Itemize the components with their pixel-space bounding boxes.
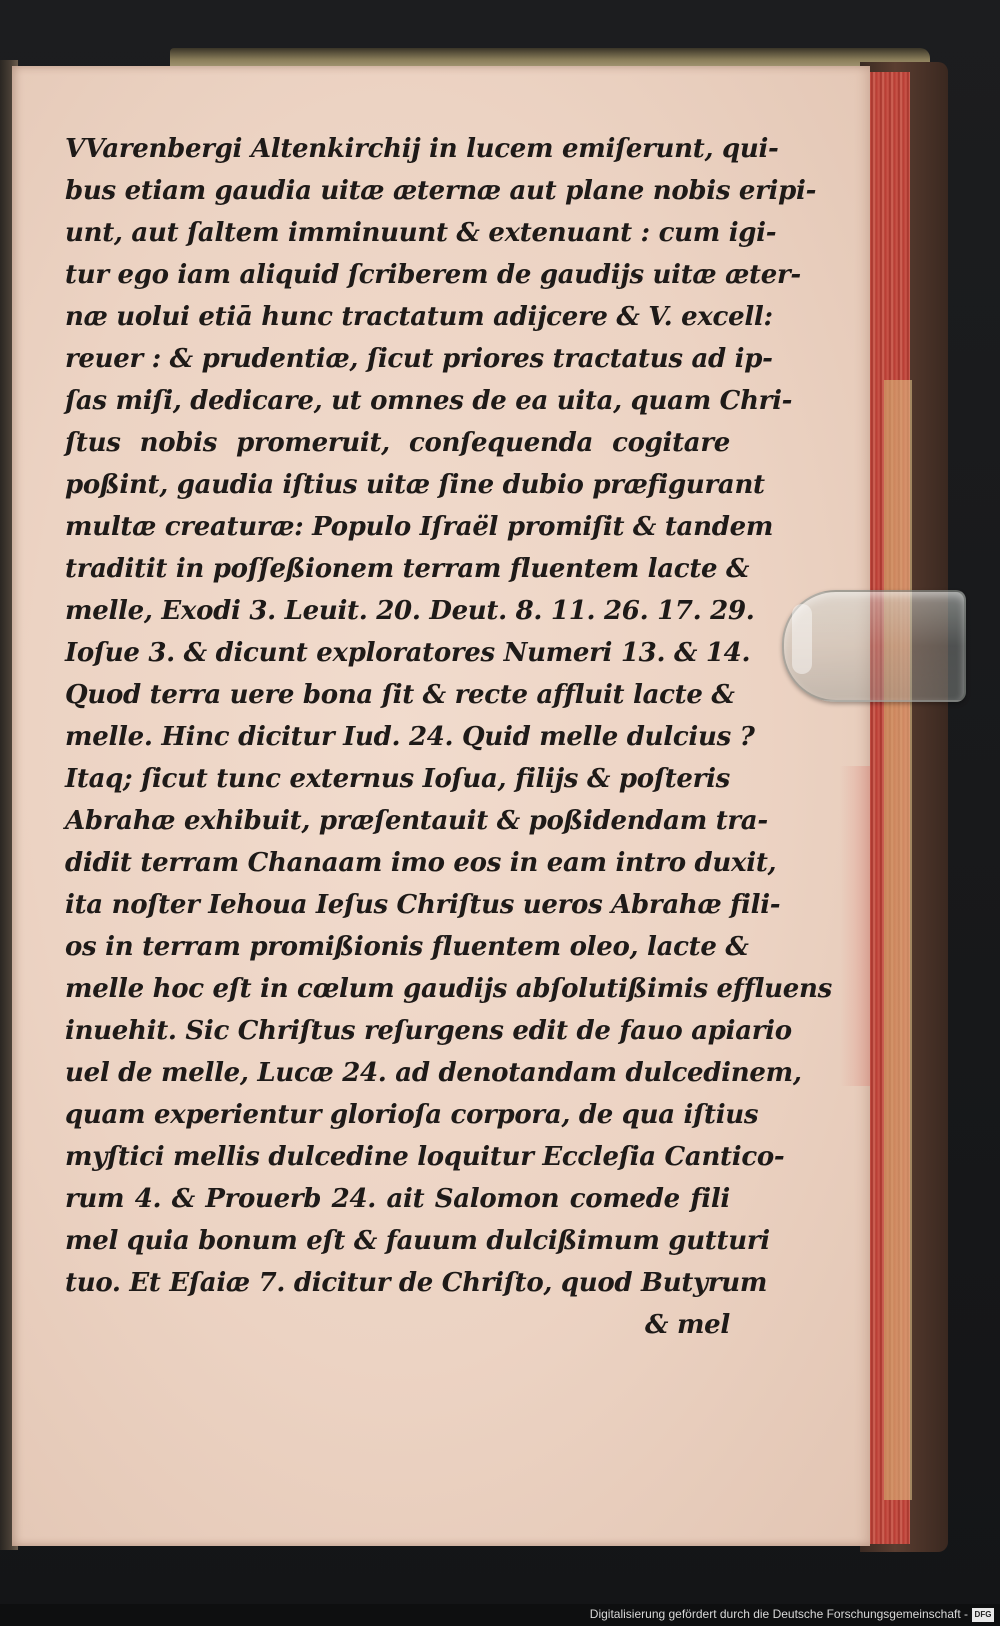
text-line: inuehit. Sic Chriſtus reſurgens edit de fauo apiario: [65, 1016, 792, 1046]
text-line: quam experientur glorioſa corpora, de qua iſtius: [65, 1100, 759, 1130]
text-line: reuer : & prudentiæ, ſicut priores tractatus ad ip-: [65, 344, 773, 374]
text-line: melle hoc eſt in cœlum gaudijs abſolutißimis effluens: [65, 974, 832, 1004]
text-line: næ uolui etiā hunc tractatum adijcere & V. excell:: [65, 302, 773, 332]
text-line: ſtus nobis promeruit, conſequenda cogitare: [65, 428, 730, 458]
page-edges-highlight: [884, 380, 912, 1500]
text-line: ſas miſi, dedicare, ut omnes de ea uita, quam Chri-: [65, 386, 793, 416]
text-line: os in terram promißionis fluentem oleo, lacte &: [65, 932, 749, 962]
catchword: & mel: [645, 1310, 730, 1340]
text-line: bus etiam gaudia uitæ æternæ aut plane nobis eripi-: [65, 176, 817, 206]
dfg-logo: DFG: [972, 1608, 994, 1622]
text-line: Itaq; ſicut tunc externus Ioſua, filijs & poſteris: [65, 764, 730, 794]
text-line: melle, Exodi 3. Leuit. 20. Deut. 8. 11. 26. 17. 29.: [65, 596, 755, 626]
text-line: melle. Hinc dicitur Iud. 24. Quid melle dulcius ?: [65, 722, 755, 752]
text-line: tur ego iam aliquid ſcriberem de gaudijs uitæ æter-: [65, 260, 801, 290]
text-line: ita noſter Iehoua Ieſus Chriſtus ueros Abrahæ fili-: [65, 890, 781, 920]
text-line: uel de melle, Lucæ 24. ad denotandam dulcedinem,: [65, 1058, 802, 1088]
text-line: Quod terra uere bona ſit & recte affluit lacte &: [65, 680, 735, 710]
page-clip-shine: [792, 604, 812, 674]
footer-credit: Digitalisierung gefördert durch die Deutsche Forschungsgemeinschaft -: [589, 1607, 968, 1621]
text-line: Abrahæ exhibuit, præſentauit & poßidendam tra-: [65, 806, 768, 836]
text-line: multæ creaturæ: Populo Iſraël promiſit & tandem: [65, 512, 774, 542]
book-page: [12, 66, 870, 1546]
text-line: Ioſue 3. & dicunt exploratores Numeri 13. & 14.: [65, 638, 751, 668]
text-line: myſtici mellis dulcedine loquitur Eccleſia Cantico-: [65, 1142, 785, 1172]
text-line: unt, aut ſaltem imminuunt & extenuant : cum igi-: [65, 218, 777, 248]
text-line: VVarenbergi Altenkirchij in lucem emiſerunt, qui-: [65, 134, 779, 164]
text-line: mel quia bonum eſt & fauum dulcißimum gutturi: [65, 1226, 770, 1256]
page-text: [65, 128, 832, 1346]
footer-bar: [0, 1604, 1000, 1626]
text-line: tuo. Et Eſaiæ 7. dicitur de Chriſto, quod Butyrum: [65, 1268, 768, 1298]
text-line: didit terram Chanaam imo eos in eam intro duxit,: [65, 848, 777, 878]
text-line: traditit in poſſeßionem terram fluentem lacte &: [65, 554, 750, 584]
text-line: rum 4. & Prouerb 24. ait Salomon comede fili: [65, 1184, 730, 1214]
text-line: poßint, gaudia iſtius uitæ ſine dubio præfigurant: [65, 470, 765, 500]
